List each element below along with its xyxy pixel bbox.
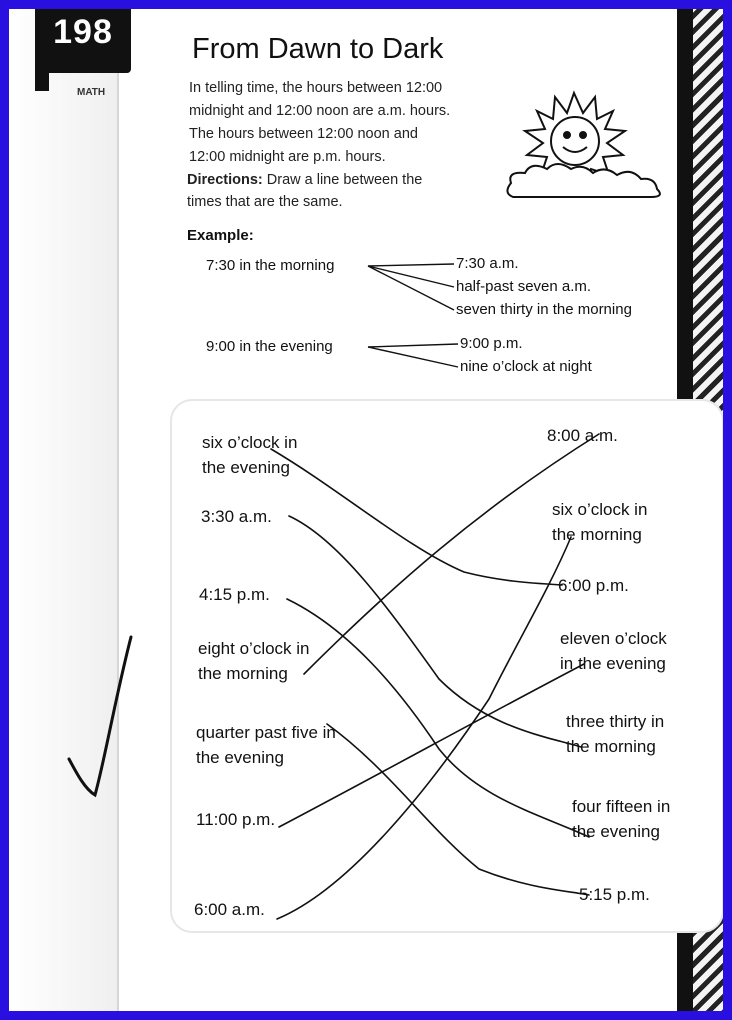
right-item-5: three thirty in the morning [566,712,665,756]
example-heading: Example: [187,227,254,244]
intro-line: midnight and 12:00 noon are a.m. hours. [189,103,451,119]
example-right-1c: seven thirty in the morning [456,301,632,318]
page-number: 198 [53,13,113,51]
right-item-3: 6:00 p.m. [558,576,629,595]
left-item-6: 11:00 p.m. [196,810,276,829]
directions-label: Directions: [187,172,263,188]
example-connectors [368,264,458,367]
left-item-4: eight o’clock in the morning [198,639,310,683]
directions-text: times that are the same. [187,194,343,210]
answer-line [304,434,599,674]
intro-line: 12:00 midnight are p.m. hours. [189,149,386,165]
page-title: From Dawn to Dark [192,33,444,65]
right-item-2: six o’clock in the morning [552,500,648,544]
right-item-4: eleven o’clock in the evening [560,629,667,673]
example-right-2a: 9:00 p.m. [460,335,523,352]
answer-line [287,599,589,837]
right-item-1: 8:00 a.m. [547,426,618,445]
left-item-1: six o’clock in the evening [202,433,298,477]
intro-line: In telling time, the hours between 12:00 [189,80,443,96]
example-right-1a: 7:30 a.m. [456,255,519,272]
left-item-5: quarter past five in the evening [196,723,336,767]
answer-line [289,516,581,747]
directions-text: Draw a line between the [262,172,423,188]
checkmark-icon [65,629,145,799]
example-right-2b: nine o’clock at night [460,358,592,375]
right-item-6: four fifteen in the evening [572,797,671,841]
connector-lines [9,9,723,1011]
answer-line [327,724,589,895]
example-right-1b: half-past seven a.m. [456,278,592,295]
left-item-3: 4:15 p.m. [199,585,270,604]
intro-line: The hours between 12:00 noon and [189,126,418,142]
worksheet-photo [9,9,723,1011]
answer-line [279,664,584,827]
example-left-1: 7:30 in the morning [206,257,335,274]
left-item-2: 3:30 a.m. [201,507,272,526]
answer-line [271,449,562,585]
subject-label: MATH [77,87,106,98]
left-item-7: 6:00 a.m. [194,900,265,919]
right-item-7: 5:15 p.m. [579,885,650,904]
handwritten-answer-lines [271,434,599,919]
example-left-2: 9:00 in the evening [206,338,333,355]
